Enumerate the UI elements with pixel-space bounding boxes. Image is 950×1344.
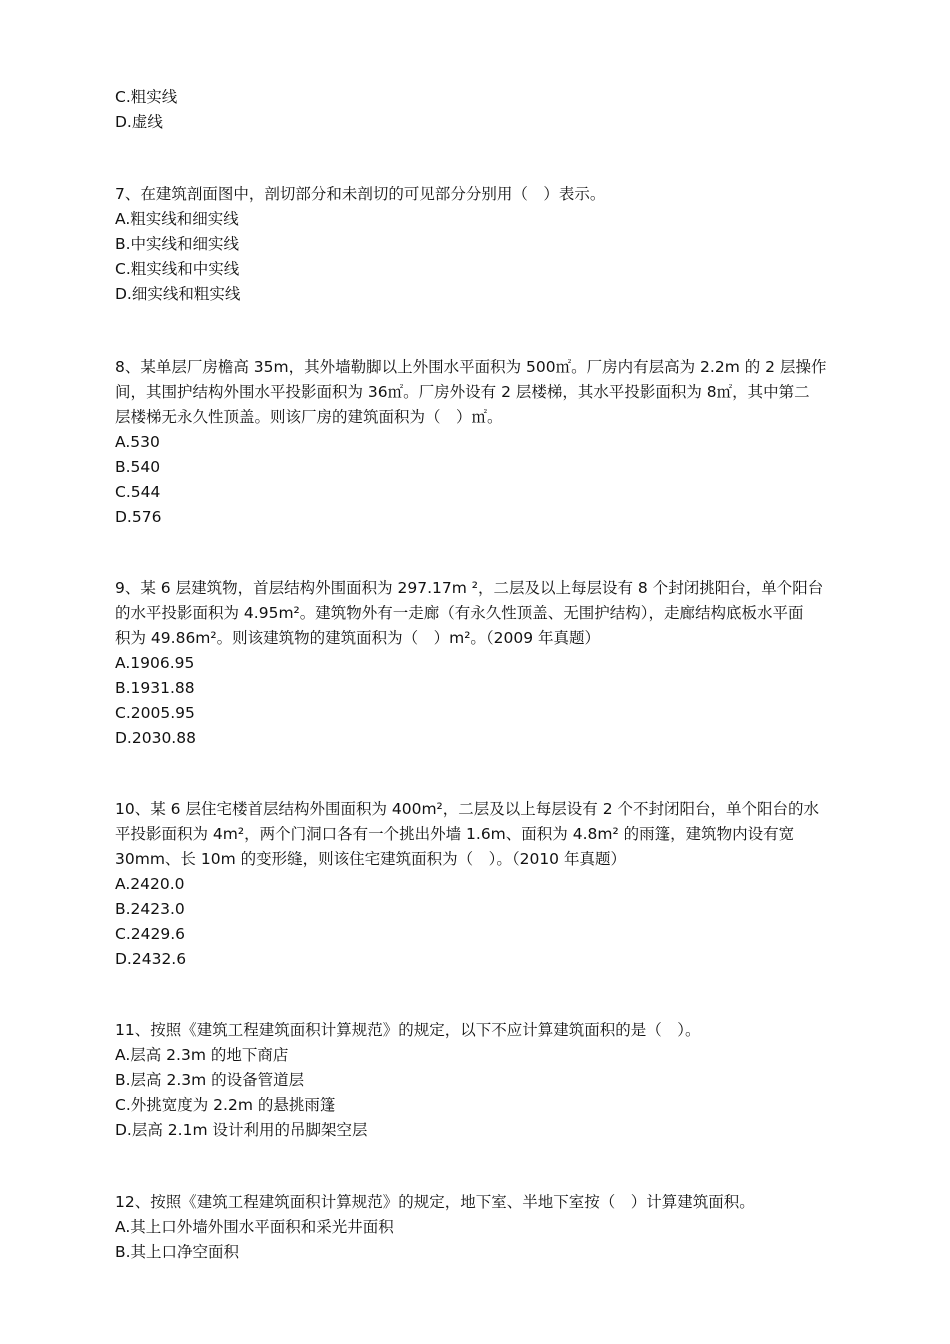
option-a: A.层高 2.3m 的地下商店	[115, 1046, 289, 1064]
option-d: D.层高 2.1m 设计利用的吊脚架空层	[115, 1121, 368, 1139]
option-c: C.544	[115, 483, 161, 501]
option-d: D.576	[115, 508, 162, 526]
option-a: A.530	[115, 433, 160, 451]
question-stem-line-1: 8、某单层厂房檐高 35m，其外墙勒脚以上外围水平面积为 500㎡。厂房内有层高为 2.2m 的 2 层操作	[115, 358, 827, 376]
question-stem-line-3: 30mm、长 10m 的变形缝，则该住宅建筑面积为（ ）。（2010 年真题）	[115, 850, 626, 868]
option-c: C.2005.95	[115, 704, 195, 722]
question-stem-line-2: 的水平投影面积为 4.95m²。建筑物外有一走廊（有永久性顶盖、无围护结构），走廊结构底板水平面	[115, 604, 804, 622]
question-9	[115, 576, 840, 751]
question-stem-line-1: 9、某 6 层建筑物，首层结构外围面积为 297.17m ²，二层及以上每层设有 8 个封闭挑阳台，单个阳台	[115, 579, 824, 597]
option-c: C.外挑宽度为 2.2m 的悬挑雨篷	[115, 1096, 336, 1114]
question-8	[115, 355, 840, 530]
option-b: B.1931.88	[115, 679, 195, 697]
question-stem-line-2: 平投影面积为 4m²，两个门洞口各有一个挑出外墙 1.6m、面积为 4.8m² 的雨篷，建筑物内设有宽	[115, 825, 795, 843]
question-fragment	[115, 85, 840, 135]
question-stem-line-3: 层楼梯无永久性顶盖。则该厂房的建筑面积为（ ）㎡。	[115, 408, 503, 426]
option-b: B.中实线和细实线	[115, 235, 240, 253]
question-stem: 7、在建筑剖面图中，剖切部分和未剖切的可见部分分别用（ ）表示。	[115, 185, 606, 203]
option-b: B.540	[115, 458, 161, 476]
option-b: B.2423.0	[115, 900, 185, 918]
question-stem-line-3: 积为 49.86m²。则该建筑物的建筑面积为（ ）m²。（2009 年真题）	[115, 629, 601, 647]
option-a: A.粗实线和细实线	[115, 210, 239, 228]
question-stem: 12、按照《建筑工程建筑面积计算规范》的规定，地下室、半地下室按（ ）计算建筑面积。	[115, 1193, 755, 1211]
question-stem-line-1: 10、某 6 层住宅楼首层结构外围面积为 400m²，二层及以上每层设有 2 个不封闭阳台，单个阳台的水	[115, 800, 819, 818]
option-a: A.其上口外墙外围水平面积和采光井面积	[115, 1218, 394, 1236]
option-c: C.粗实线和中实线	[115, 260, 240, 278]
option-d: D.虚线	[115, 113, 163, 131]
question-11	[115, 1018, 840, 1143]
question-stem: 11、按照《建筑工程建筑面积计算规范》的规定，以下不应计算建筑面积的是（ ）。	[115, 1021, 701, 1039]
option-a: A.2420.0	[115, 875, 185, 893]
option-c: C.2429.6	[115, 925, 185, 943]
option-b: B.其上口净空面积	[115, 1243, 240, 1261]
option-a: A.1906.95	[115, 654, 195, 672]
question-10	[115, 797, 840, 972]
option-d: D.2030.88	[115, 729, 196, 747]
question-7	[115, 182, 840, 307]
option-c: C.粗实线	[115, 88, 178, 106]
option-d: D.2432.6	[115, 950, 187, 968]
option-d: D.细实线和粗实线	[115, 285, 241, 303]
question-12	[115, 1190, 840, 1265]
option-b: B.层高 2.3m 的设备管道层	[115, 1071, 305, 1089]
question-stem-line-2: 间，其围护结构外围水平投影面积为 36㎡。厂房外设有 2 层楼梯，其水平投影面积为 8㎡，其中第二	[115, 383, 810, 401]
